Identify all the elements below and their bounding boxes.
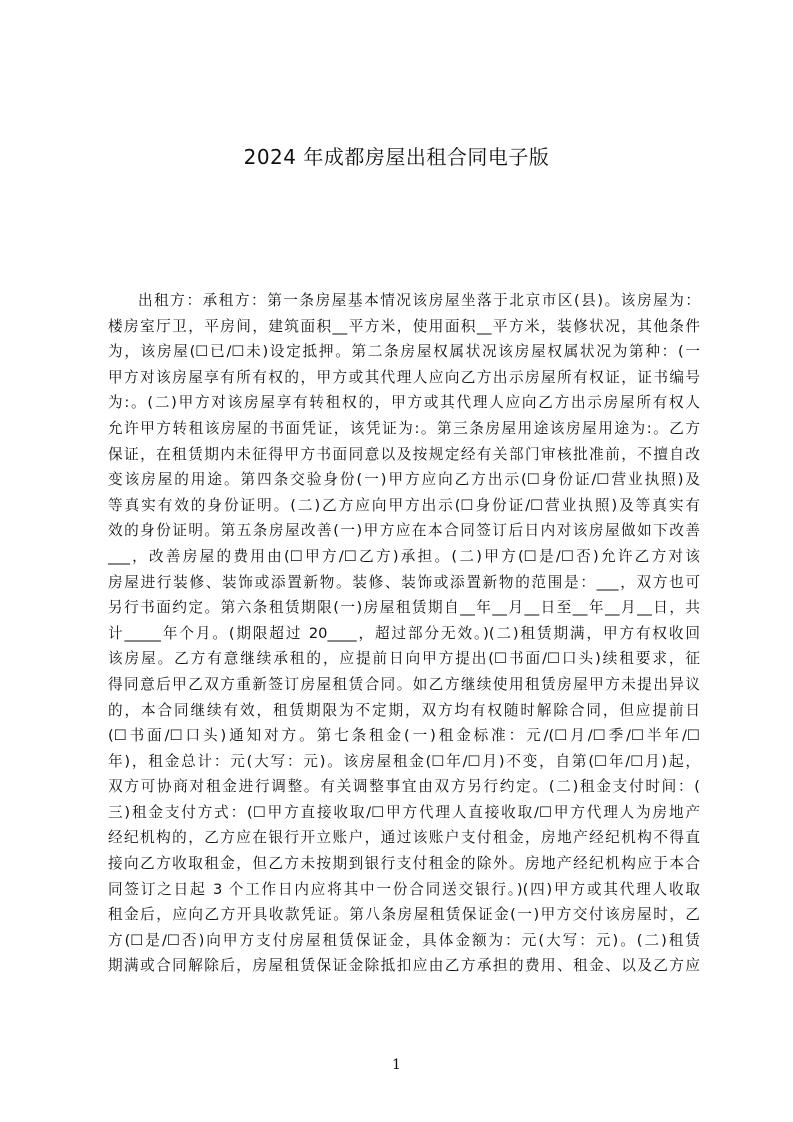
body-line: 出租方：承租方：第一条房屋基本情况该房屋坐落于北京市区(县)。该房屋为： xyxy=(138,292,700,309)
document-title: 2024 年成都房屋出租合同电子版 xyxy=(243,145,550,169)
body-line: 的，本合同继续有效，租赁期限为不定期，双方均有权随时解除合同，但应提前日 xyxy=(108,701,700,719)
body-line: 楼房室厅卫，平房间，建筑面积__平方米，使用面积__平方米，装修状况，其他条件 xyxy=(108,317,700,335)
body-line: 甲方对该房屋享有所有权的，甲方或其代理人应向乙方出示房屋所有权证，证书编号 xyxy=(108,368,700,386)
body-line: 接向乙方收取租金，但乙方未按期到银行支付租金的除外。房地产经纪机构应于本合 xyxy=(108,855,700,873)
page-number: 1 xyxy=(392,1057,401,1073)
body-line: 另行书面约定。第六条租赁期限(一)房屋租赁期自__年__月__日至__年__月__日，共 xyxy=(108,599,700,617)
body-line: 租金后，应向乙方开具收款凭证。第八条房屋租赁保证金(一)甲方交付该房屋时，乙 xyxy=(108,906,700,924)
document-body xyxy=(108,288,700,979)
body-line: 保证，在租赁期内未征得甲方书面同意以及按规定经有关部门审核批准前，不擅自改 xyxy=(108,445,700,463)
body-line: 三)租金支付方式：(☐甲方直接收取/☐甲方代理人直接收取/☐甲方代理人为房地产 xyxy=(108,803,700,821)
body-line: 双方可协商对租金进行调整。有关调整事宜由双方另行约定。(二)租金支付时间：( xyxy=(108,778,700,796)
body-line: 等真实有效的身份证明。(二)乙方应向甲方出示(☐身份证/☐营业执照)及等真实有 xyxy=(108,496,700,514)
body-line: 变该房屋的用途。第四条交验身份(一)甲方应向乙方出示(☐身份证/☐营业执照)及 xyxy=(108,471,700,489)
body-line: 年)，租金总计：元(大写：元)。该房屋租金(☐年/☐月)不变，自第(☐年/☐月)起， xyxy=(108,752,700,770)
body-line: 允许甲方转租该房屋的书面凭证，该凭证为:。第三条房屋用途该房屋用途为:。乙方 xyxy=(108,419,700,437)
body-line: 得同意后甲乙双方重新签订房屋租赁合同。如乙方继续使用租赁房屋甲方未提出异议 xyxy=(108,675,700,693)
body-line: 为:。(二)甲方对该房屋享有转租权的，甲方或其代理人应向乙方出示房屋所有权人 xyxy=(108,394,700,412)
body-line: 房屋进行装修、装饰或添置新物。装修、装饰或添置新物的范围是：___，双方也可 xyxy=(108,573,700,591)
body-line: 方(☐是/☐否)向甲方支付房屋租赁保证金，具体金额为：元(大写：元)。(二)租赁 xyxy=(108,931,700,949)
body-line: 计_____年个月。(期限超过 20____，超过部分无效。)(二)租赁期满，甲方有权收回 xyxy=(108,624,700,642)
body-line: 为，该房屋(☐已/☐未)设定抵押。第二条房屋权属状况该房屋权属状况为第种：(一 xyxy=(108,343,700,361)
body-line: ___，改善房屋的费用由(☐甲方/☐乙方)承担。(二)甲方(☐是/☐否)允许乙方对该 xyxy=(108,547,700,565)
body-line: (☐书面/☐口头)通知对方。第七条租金(一)租金标准：元/(☐月/☐季/☐半年/☐ xyxy=(108,727,700,745)
body-line: 该房屋。乙方有意继续承租的，应提前日向甲方提出(☐书面/☐口头)续租要求，征 xyxy=(108,650,700,668)
body-line: 效的身份证明。第五条房屋改善(一)甲方应在本合同签订后日内对该房屋做如下改善 xyxy=(108,522,700,540)
body-line: 经纪机构的，乙方应在银行开立账户，通过该账户支付租金，房地产经纪机构不得直 xyxy=(108,829,700,847)
body-line: 同签订之日起 3 个工作日内应将其中一份合同送交银行。)(四)甲方或其代理人收取 xyxy=(108,880,700,898)
body-line: 期满或合同解除后，房屋租赁保证金除抵扣应由乙方承担的费用、租金、以及乙方应 xyxy=(108,957,700,975)
